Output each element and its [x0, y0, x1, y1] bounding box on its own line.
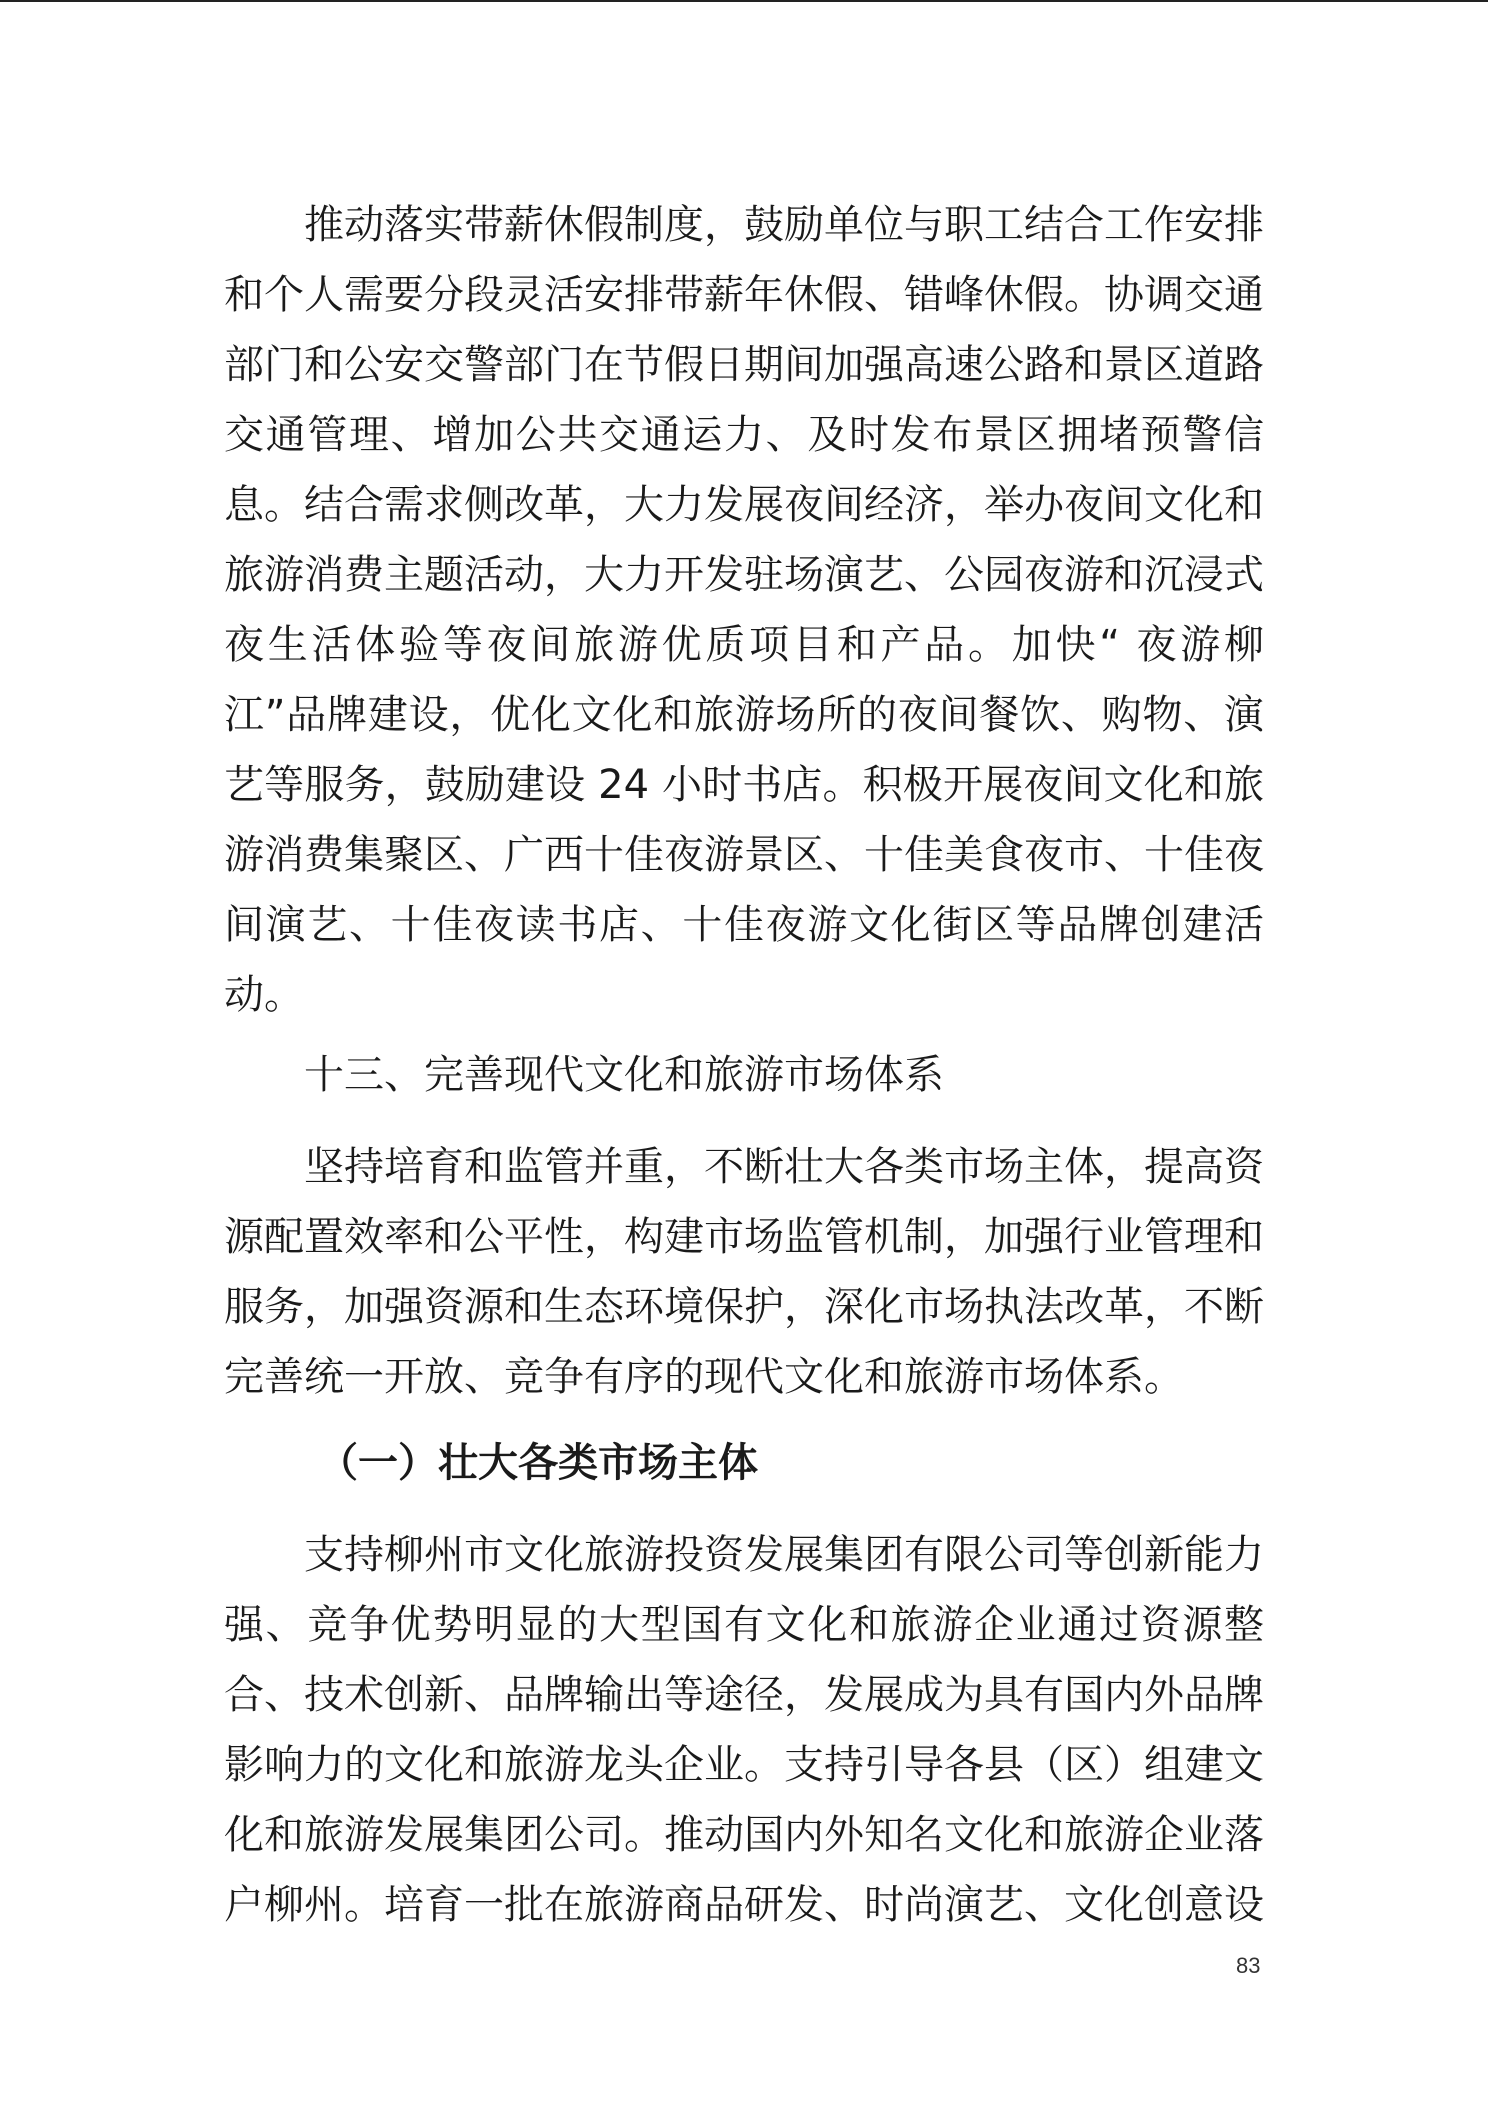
top-border-line — [0, 0, 1488, 2]
paragraph-market-entities: 支持柳州市文化旅游投资发展集团有限公司等创新能力强、竞争优势明显的大型国有文化和旅游企业通过资源整合、技术创新、品牌输出等途径，发展成为具有国内外品牌影响力的文化和旅游龙头企业。支持引导各县（区）组建文化和旅游发展集团公司。推动国内外知名文化和旅游企业落户柳州。培育一批在旅游商品研发、时尚演艺、文化创意设 — [224, 1532, 1264, 1928]
document-body — [224, 190, 1264, 1940]
paragraph-paid-leave: 推动落实带薪休假制度，鼓励单位与职工结合工作安排和个人需要分段灵活安排带薪年休假、错峰休假。协调交通部门和公安交警部门在节假日期间加强高速公路和景区道路交通管理、增加公共交通运力、及时发布景区拥堵预警信息。结合需求侧改革，大力发展夜间经济，举办夜间文化和旅游消费主题活动，大力开发驻场演艺、公园夜游和沉浸式夜生活体验等夜间旅游优质项目和产品。加快“ 夜游柳江”品牌建设，优化文化和旅游场所的夜间餐饮、购物、演艺等服务，鼓励建设 24 小时书店。积极开展夜间文化和旅游消费集聚区、广西十佳夜游景区、十佳美食夜市、十佳夜间演艺、十佳夜读书店、十佳夜游文化街区等品牌创建活动。 — [224, 202, 1264, 1018]
paragraph-market-system: 坚持培育和监管并重，不断壮大各类市场主体，提高资源配置效率和公平性，构建市场监管机制，加强行业管理和服务，加强资源和生态环境保护，深化市场执法改革，不断完善统一开放、竞争有序的现代文化和旅游市场体系。 — [224, 1144, 1264, 1400]
page-number: 83 — [1236, 1953, 1261, 1978]
subsection-heading-1: （一）壮大各类市场主体 — [318, 1440, 758, 1486]
section-heading-13: 十三、完善现代文化和旅游市场体系 — [304, 1052, 944, 1098]
